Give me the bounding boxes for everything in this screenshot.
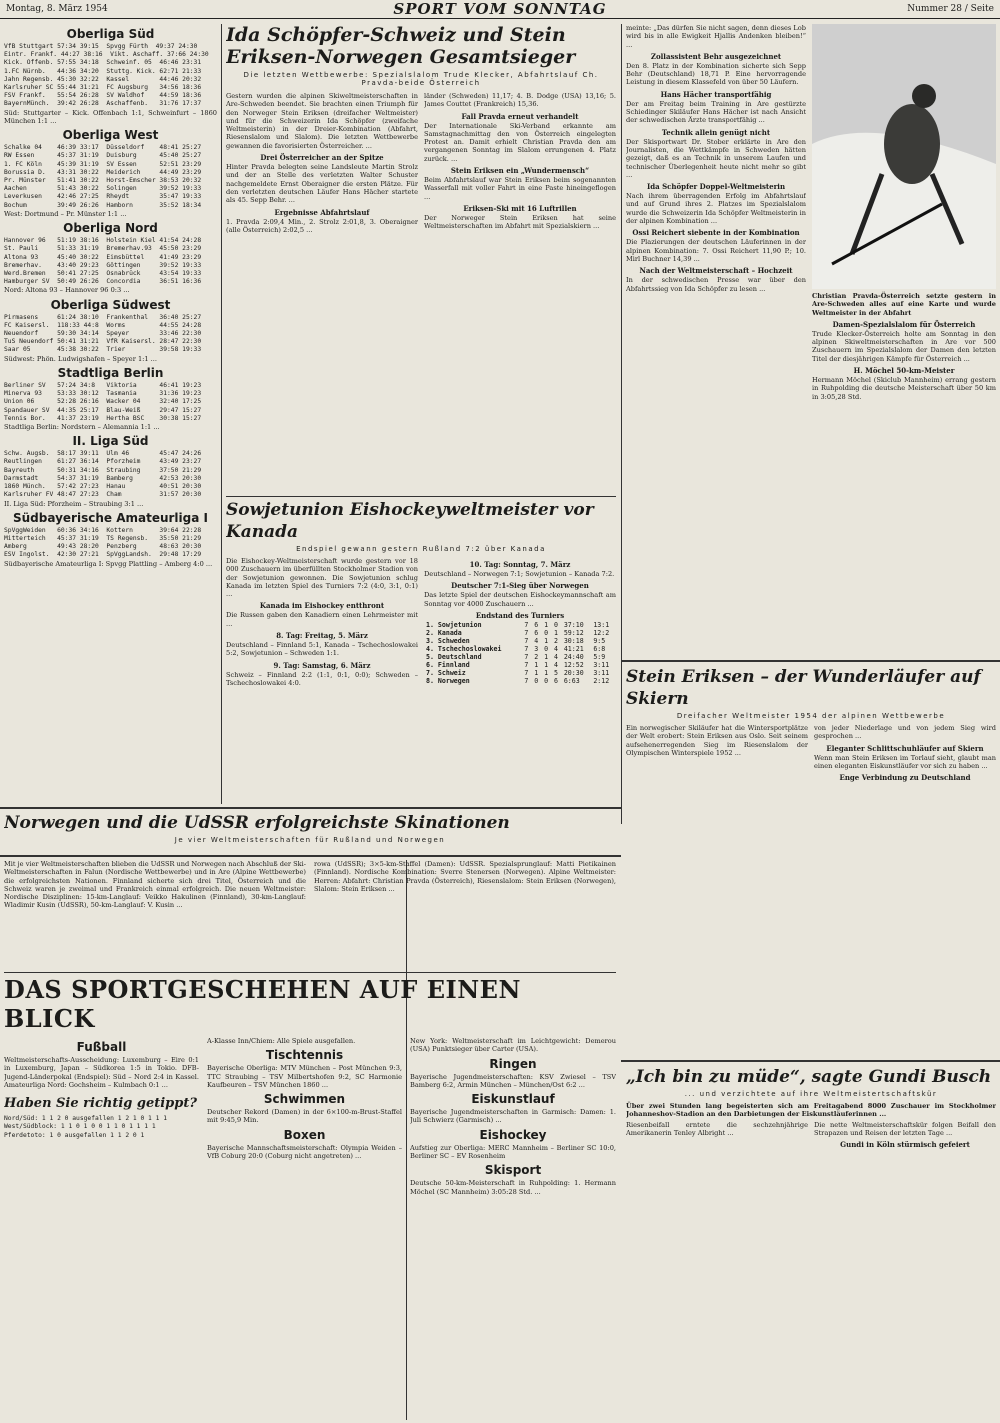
article-eriksen-subhead: Enge Verbindung zu Deutschland <box>839 773 971 783</box>
results-oberliga-sued: Süd: Stuttgarter – Kick. Offenbach 1:1, Schweinfurt – 1860 München 1:1 ... <box>4 108 217 125</box>
continuation-subhead: Technik allein genügt nicht <box>661 127 771 137</box>
standings-cell-g: 7 <box>524 628 529 637</box>
continuation-subhead: Hans Hächer transportfähig <box>660 89 772 99</box>
standings-cell-tore: 20:30 <box>563 668 584 677</box>
standings-cell-team: 8. Norwegen <box>426 676 470 685</box>
skisport-text: Deutsche 50-km-Meisterschaft in Ruhpolding: 1. Hermann Möchel (SC Mannheim) 3:05:28 Std. ... <box>410 1179 616 1196</box>
standings-cell-team: 7. Schweiz <box>426 668 466 677</box>
schwimmen-heading: Schwimmen <box>263 1092 346 1107</box>
article-gundi-text: Riesenbeifall erntete die sechzehnjährige Amerikanerin Tenley Albright ... <box>626 1120 808 1137</box>
standings-cell-s: 3 <box>534 644 539 653</box>
skisport-heading: Skisport <box>484 1163 542 1178</box>
results-oberliga-west: West: Dortmund – Pr. Münster 1:1 ... <box>4 209 127 218</box>
standings-cell-tore: 41:21 <box>563 644 584 653</box>
damen-slalom-text: Trude Klecker-Österreich holte am Sonntag in den alpinen Skiweltmeisterschaften in Are vor 500 Zuschauern im Spezialslalom der Damen den letzten Titel der diesjährigen Kämpfe für Österreich ... <box>812 329 996 363</box>
heading-oberliga-nord: Oberliga Nord <box>63 221 158 236</box>
article-main-subhead: Fall Pravda erneut verhandelt <box>461 111 579 121</box>
standings-cell-u: 1 <box>544 636 549 645</box>
article-eishockey-kicker: Endspiel gewann gestern Rußland 7:2 über Kanada <box>296 545 546 553</box>
section-rule <box>0 807 621 809</box>
article-norwegen-title: Norwegen und die UdSSR erfolgreichste Skinationen <box>4 813 510 833</box>
standings-cell-s: 2 <box>534 652 539 661</box>
article-eriksen-text: Wenn man Stein Eriksen im Torlauf sieht, glaubt man einen eleganten Eiskunstläufer vor sich zu haben ... <box>814 753 996 770</box>
standings-cell-n: 2 <box>553 636 558 645</box>
schwimmen-text: Deutscher Rekord (Damen) in der 6×100-m-Brust-Staffel mit 9:45,9 Min. <box>207 1108 402 1125</box>
article-eriksen-kicker: Dreifacher Weltmeister 1954 der alpinen Wettbewerbe <box>676 712 946 720</box>
continuation-text: Nach ihrem überragenden Erfolg im Abfahrtslauf und auf Grund ihres 2. Platzes im Spezialslalom wurde die Schweizerin Ida Schöpfer Weltmeisterin in der alpinen Kombination ... <box>626 192 806 226</box>
article-main-text: Hinter Pravda belegten seine Landsleute Martin Strolz und der an Stelle des verletzten Walter Schuster nachgemeldete Ernst Oberaigner die ersten Plätze. Für den verletzten deutschen Läufer Hans Hächer startete als 45. Sepp Behr. ... <box>226 163 418 205</box>
standings-row <box>424 669 616 677</box>
continuation-text: Der am Freitag beim Training in Are gestürzte Schiedinger Skiläufer Hans Hächer ist nach Ansicht der schwedischen Ärzte transportfähig ... <box>626 99 806 125</box>
results-ii-liga-sued: II. Liga Süd: Pforzheim – Straubing 3:1 ... <box>4 499 144 508</box>
table-suedbay-amateurliga: SpVggWeiden 60:36 34:16 Kottern 39:64 22:28 Mitterteich 45:37 31:19 TS Regensb. 35:50 21:29 Amberg 49:43 28:20 Penzberg 48:63 20:30 ESV Ingolst. 42:30 27:21 SpVggLandsh. 29:48 17:29 <box>4 526 202 559</box>
article-eishockey-subhead: 10. Tag: Sonntag, 7. März <box>469 560 571 569</box>
eiskunstlauf-text: Bayerische Jugendmeisterschaften in Garmisch: Damen: 1. Juli Schwierz (Garmisch) ... <box>410 1108 616 1125</box>
masthead-issue: Nummer 28 / Seite <box>907 4 994 14</box>
toto-results: Nord/Süd: 1 1 2 0 ausgefallen 1 2 1 0 1 1 1 West/Südblock: 1 1 0 1 0 0 1 1 0 1 1 1 1 Pferdetoto: 1 0 ausgefallen 1 1 2 0 1 <box>4 1115 168 1139</box>
continuation-text: In der schwedischen Presse war über den Abfahrtssieg von Ida Schöpfer zu lesen ... <box>626 276 806 293</box>
table-stadtliga-berlin: Berliner SV 57:24 34:8 Viktoria 46:41 19:23 Minerva 93 53:33 30:12 Tasmania 31:36 19:23 Union 06 52:28 26:16 Wacker 04 32:40 17:25 Spandauer SV 44:35 25:17 Blau-Weiß 29:47 15:27 Tennis Bor. 41:37 23:19 Hertha BSC 30:38 15:27 <box>4 381 202 422</box>
eishockey-heading: Eishockey <box>479 1127 547 1142</box>
article-gundi-text: Die nette Weltmeisterschaftskür folgen Beifall den Strapazen und Reisen der letzten Tage ... <box>814 1120 996 1137</box>
article-main-subhead: Eriksen-Ski mit 16 Luftrillen <box>463 203 577 213</box>
article-eriksen-subhead: Eleganter Schlittschuhläufer auf Skiern <box>826 743 984 753</box>
heading-suedbay-amateurliga: Südbayerische Amateurliga I <box>13 510 208 525</box>
standings-row <box>424 621 616 629</box>
tischtennis-heading: Tischtennis <box>265 1048 344 1063</box>
photo-caption: Christian Pravda-Österreich setzte gestern in Are-Schweden alles auf eine Karte und wurde Weltmeister in der Abfahrt <box>812 292 996 317</box>
standings-cell-n: 5 <box>553 668 558 677</box>
eishockey-text: Aufstieg zur Oberliga: MERC Mannheim – Berliner SC 10:0, Berliner SC – EV Rosenheim <box>410 1143 616 1161</box>
ringen-text: Bayerische Jugendmeisterschaften: KSV Zwiesel – TSV Bamberg 6:2, Armin München – München/Ost 6:2 ... <box>410 1072 616 1089</box>
heading-ii-liga-sued: II. Liga Süd <box>72 434 149 449</box>
overview-section <box>4 860 616 1420</box>
standings-cell-g: 7 <box>524 668 529 677</box>
standings-cell-tore: 6:63 <box>563 676 580 685</box>
column-rule <box>221 24 222 804</box>
standings-cell-team: 6. Finnland <box>426 660 470 669</box>
article-main-title: Ida Schöpfer-Schweiz und Stein Eriksen-Norwegen Gesamtsieger <box>226 24 576 68</box>
article-eishockey-text: Schweiz – Finnland 2:2 (1:1, 0:1, 0:0); Schweden – Tschechoslowakei 4:0. <box>226 670 418 687</box>
article-gundi-busch <box>626 1066 996 1420</box>
masthead-date: Montag, 8. März 1954 <box>6 4 108 14</box>
article-gundi-kicker: ... und verzichtete auf ihre Weltmeistertschaftskür <box>684 1090 938 1098</box>
continuation-text: meinte: „Das dürfen Sie nicht sagen, denn dieses Lob wird bis in alle Ewigkeit Hjallis Andenken bleiben!“ ... <box>626 24 806 49</box>
table-oberliga-west: Schalke 04 46:39 33:17 Düsseldorf 48:41 25:27 RW Essen 45:37 31:19 Duisburg 45:40 25:27 1. FC Köln 45:39 31:19 SV Essen 52:51 23:29 Borussia D. 43:31 30:22 Meiderich 44:49 23:29 Pr. Münster 51:41 30:22 Horst-Emscher 38:53 20:32 Aachen 51:43 30:22 Solingen 39:52 19:33 Leverkusen 42:46 27:25 Rheydt 35:47 19:33 Bochum 39:49 26:26 Hamborn 35:52 18:34 <box>4 144 202 209</box>
standings-cell-u: 1 <box>544 620 549 629</box>
article-eishockey-text: Deutschland – Norwegen 7:1; Sowjetunion – Kanada 7:2. <box>424 570 615 578</box>
standings-cell-u: 0 <box>544 628 549 637</box>
article-main-text: Beim Abfahrtslauf war Stein Eriksen beim sogenannten Wasserfall mit voller Fahrt in eine Paste hineingeflogen ... <box>424 176 616 201</box>
article-gundi-lead: Über zwei Stunden lang begeisterten sich am Freitagabend 8000 Zuschauer im Stockholmer Johanneshov-Stadion an den Darbietungen der Eiskunstläuferinnen ... <box>626 1102 996 1119</box>
article-eishockey-title: Sowjetunion Eishockeyweltmeister vor Kanada <box>226 500 594 542</box>
article-norwegen-kicker: Je vier Weltmeisterschaften für Rußland und Norwegen <box>174 836 446 844</box>
article-main <box>226 24 616 494</box>
standings-cell-s: 4 <box>534 636 539 645</box>
standings-cell-s: 6 <box>534 620 539 629</box>
league-tables-column <box>4 24 217 804</box>
article-eriksen-title: Stein Eriksen – der Wunderläufer auf Skiern <box>626 667 981 709</box>
continuation-subhead: Zollassistent Behr ausgezeichnet <box>650 51 782 61</box>
standings-cell-team: 4. Tschechoslowakei <box>426 644 502 653</box>
toto-heading: Haben Sie richtig getippt? <box>4 1096 197 1112</box>
a-klasse-text: A-Klasse Inn/Chiem: Alle Spiele ausgefallen. <box>207 1037 356 1045</box>
article-eishockey-text: Deutschland – Finnland 5:1, Kanada – Tschechoslowakei 5:2, Sowjetunion – Schweden 1:1. <box>226 641 418 658</box>
continuation-subhead: Ida Schöpfer Doppel-Weltmeisterin <box>646 182 786 192</box>
heading-stadtliga-berlin: Stadtliga Berlin <box>57 365 164 380</box>
standings-cell-n: 6 <box>553 676 558 685</box>
ringen-heading: Ringen <box>489 1056 537 1071</box>
section-rule <box>621 660 1000 662</box>
standings-cell-pkt: 12:2 <box>593 628 610 637</box>
eiskunstlauf-heading: Eiskunstlauf <box>471 1092 555 1107</box>
moechel-text: Hermann Möchel (Skiclub Mannheim) errang gestern in Ruhpolding die deutsche Meisterschaft über 50 km in 3:05,28 Std. <box>812 376 996 401</box>
standings-row <box>424 677 616 685</box>
article-eishockey-subhead: 9. Tag: Samstag, 6. März <box>273 660 371 670</box>
standings-cell-n: 4 <box>553 644 558 653</box>
standings-cell-pkt: 5:9 <box>593 652 606 661</box>
article-gundi-subhead: Gundi in Köln stürmisch gefeiert <box>840 1140 970 1150</box>
standings-cell-pkt: 2:12 <box>593 676 610 685</box>
standings-cell-pkt: 6:8 <box>593 644 606 653</box>
standings-cell-u: 1 <box>544 660 549 669</box>
standings-cell-n: 0 <box>553 620 558 629</box>
article-eishockey-text: Das letzte Spiel der deutschen Eishockeymannschaft am Sonntag vor 4000 Zuschauern ... <box>424 591 616 608</box>
article-eishockey-subhead: Deutscher 7:1-Sieg über Norwegen <box>451 581 589 591</box>
newyork-text: New York: Weltmeisterschaft im Leichtgewicht: Demerou (USA) Punktsieger über Carter (USA). <box>410 1037 616 1054</box>
article-main-text: Gestern wurden die alpinen Skiweltmeisterschaften in Are-Schweden beendet. Sie brachten einen Triumph für den Norweger Stein Eriksen (dreifacher Weltmeister) und für die Schweizerin Ida Schöpfer (zweifache Weltmeisterin) in der Dreier-Kombination (Abfahrt, Riesenslalom und Slalom). Die letzten Wettbewerbe gewannen die favorisierten Österreicher. ... <box>226 92 418 150</box>
standings-cell-u: 0 <box>544 644 549 653</box>
article-main-subhead: Ergebnisse Abfahrtslauf <box>274 207 370 217</box>
masthead <box>0 0 1000 19</box>
standings-heading: Endstand des Turniers <box>475 610 565 620</box>
table-oberliga-sued: VfB Stuttgart 57:34 39:15 Spvgg Fürth 49:37 24:30 Eintr. Frankf. 44:27 38:16 Vikt. Aschaff. 37:66 24:30 Kick. Offenb. 57:55 34:18 Schweinf. 05 46:46 23:31 1.FC Nürnb. 44:36 34:20 Stuttg. Kick. 62:71 21:33 Jahn Regensb. 45:30 32:22 Kassel 44:46 20:32 Karlsruher SC 55:44 31:21 FC Augsburg 34:56 18:36 FSV Frankf. 55:54 26:28 SV Waldhof 44:59 18:36 BayernMünch. 39:42 26:28 Aschaffenb. 31:76 17:37 <box>4 43 209 108</box>
results-oberliga-suedwest: Südwest: Phön. Ludwigshafen – Speyer 1:1 ... <box>4 354 157 363</box>
continuation-text: Die Plazierungen der deutschen Läuferinnen in der alpinen Kombination: 7. Ossi Reichert 11,90 P.; 10. Mirl Buchner 14,39 ... <box>626 238 806 263</box>
standings-cell-team: 1. Sowjetunion <box>426 620 482 629</box>
article-norwegen-header <box>4 812 616 852</box>
continuation-subhead: Ossi Reichert siebente in der Kombination <box>632 228 800 238</box>
standings-cell-g: 7 <box>524 652 529 661</box>
heading-oberliga-sued: Oberliga Süd <box>66 27 155 41</box>
standings-cell-g: 7 <box>524 660 529 669</box>
tischtennis-text: Bayerische Oberliga: MTV München – Post München 9:3, TTC Straubing – TSV Milbertshofen 9:2, SC Harmonie Kaufbeuren – TSV München 1860 ... <box>207 1064 402 1089</box>
fussball-text: Weltmeisterschafts-Ausscheidung: Luxemburg – Eire 0:1 in Luxemburg, Japan – Südkorea 1:5 in Tokio. DFB-Jugend-Länderpokal (Endspiel): Süd – Nord 2:4 in Kassel. Amateurliga Nord: Gochsheim – Kulmbach 0:1 ... <box>4 1056 199 1089</box>
standings-cell-u: 0 <box>544 676 549 685</box>
section-rule <box>621 1060 1000 1062</box>
column-rule <box>621 24 622 824</box>
standings-cell-u: 1 <box>544 652 549 661</box>
standings-row <box>424 653 616 661</box>
standings-cell-team: 3. Schweden <box>426 636 470 645</box>
standings-cell-pkt: 3:11 <box>593 668 610 677</box>
photo-pravda <box>812 24 996 289</box>
continuation-text: Der Skisportwart Dr. Stober erklärte in Are den Journalisten, die Wettkämpfe in Schweden hätten gezeigt, daß es an Technik in unserem Laufen und technischer Überlegenheit heute nicht mehr so gibt ... <box>626 137 806 179</box>
continuation-subhead: Nach der Weltmeisterschaft – Hochzeit <box>639 266 793 276</box>
standings-cell-s: 1 <box>534 660 539 669</box>
article-gundi-title: „Ich bin zu müde“, sagte Gundi Busch <box>626 1067 992 1087</box>
standings-table <box>424 621 616 685</box>
article-eishockey <box>226 496 616 805</box>
standings-cell-u: 1 <box>544 668 549 677</box>
standings-cell-g: 7 <box>524 620 529 629</box>
article-main-subhead: Stein Eriksen ein „Wundermensch“ <box>450 166 590 176</box>
standings-row <box>424 629 616 637</box>
moechel-subhead: H. Möchel 50-km-Meister <box>853 366 955 376</box>
table-ii-liga-sued: Schw. Augsb. 58:17 39:11 Ulm 46 45:47 24:26 Reutlingen 61:27 36:14 Pforzheim 43:49 23:27 Bayreuth 50:31 34:16 Straubing 37:50 21:29 Darmstadt 54:37 31:19 Bamberg 42:53 20:30 1860 Münch. 57:42 27:23 Hanau 40:51 20:30 Karlsruher FV 48:47 27:23 Cham 31:57 20:30 <box>4 450 202 499</box>
standings-cell-g: 7 <box>524 676 529 685</box>
article-eishockey-subhead: 8. Tag: Freitag, 5. März <box>276 631 368 641</box>
article-continuation <box>626 24 996 658</box>
article-norwegen-text: rowa (UdSSR); 3×5-km-Staffel (Damen): UdSSR. Spezialsprunglauf: Matti Pietikainen (Finnland). Nordische Kombination: Sverre Stenersen (Norwegen). Alpine Weltmeister: Herren: Abfahrt: Christian Pravda (Österreich), Riesenslalom: Stein Eriksen (Norwegen), Slalom: Stein Eriksen ... <box>314 860 616 893</box>
standings-row <box>424 661 616 669</box>
standings-cell-g: 7 <box>524 644 529 653</box>
standings-cell-tore: 59:12 <box>563 628 584 637</box>
results-oberliga-nord: Nord: Altona 93 – Hannover 96 0:3 ... <box>4 286 130 295</box>
standings-row <box>424 637 616 645</box>
article-norwegen-text: Mit je vier Weltmeisterschaften blieben die UdSSR und Norwegen nach Abschluß der Ski-Weltmeisterschaften in Falun (Nordische Wettbewerbe) und in Are (Alpine Wettbewerbe) die erfolgreichsten Nationen. Finnland sicherte sich drei Titel, Österreich und die Schweiz waren je zweimal und Frankreich einmal erfolgreich. Die neuen Weltmeister: Nordische Disziplinen: 15-km-Langlauf: Veikko Hakulinen (Finnland), 30-km-Langlauf: Wladimir Kusin (UdSSR), 50-km-Langlauf: V. Kusin ... <box>4 860 306 910</box>
standings-cell-n: 4 <box>553 652 558 661</box>
article-eriksen-text: Ein norwegischer Skiläufer hat die Wintersportplätze der Welt erobert: Stein Eriksen aus Oslo. Seit seinem aufsehenerregenden Sieg im Riesenslalom der Olympischen Winterspiele 1952 ... <box>626 724 808 757</box>
skier-photo-graphic <box>812 24 996 289</box>
article-main-text: Der Norweger Stein Eriksen hat seine Weltmeisterschaften im Abfahrt mit Spezialskiern ... <box>424 213 616 231</box>
fussball-heading: Fußball <box>76 1040 127 1054</box>
article-eriksen <box>626 666 996 1058</box>
boxen-text: Bayerische Mannschaftsmeisterschaft: Olympia Weiden – VfB Coburg 20:0 (Coburg nicht angetreten) ... <box>207 1143 402 1161</box>
article-main-text: länder (Schweden) 11,17; 4. B. Dodge (USA) 13,16; 5. James Couttet (Frankreich) 15,36. <box>424 92 616 109</box>
article-eishockey-text: Die Eishockey-Weltmeisterschaft wurde gestern vor 18 000 Zuschauern im überfüllten Stockholmer Stadion von der Sowjetunion gewonnen. Die Sowjetunion schlug Kanada im letzten Spiel des Turniers 7:2 (4:0, 3:1, 0:1) ... <box>226 557 418 599</box>
article-eriksen-text: von jeder Niederlage und von jedem Sieg wird gesprochen ... <box>814 724 996 741</box>
boxen-heading: Boxen <box>283 1127 326 1142</box>
results-suedbay-amateurliga: Südbayerische Amateurliga I: Spvgg Plattling – Amberg 4:0 ... <box>4 559 213 568</box>
masthead-title: SPORT VOM SONNTAG <box>393 0 607 18</box>
article-eishockey-subhead: Kanada im Eishockey entthront <box>259 601 385 611</box>
table-oberliga-nord: Hannover 96 51:19 38:16 Holstein Kiel 41:54 24:28 St. Pauli 51:33 31:19 Bremerhav.93 45:50 23:29 Altona 93 45:40 30:22 Eimsbüttel 41:49 23:29 Bremerhav. 43:40 29:23 Göttingen 39:52 19:33 Werd.Bremen 50:41 27:25 Osnabrück 43:54 19:33 Hamburger SV 50:49 26:26 Concordia 36:51 16:36 <box>4 237 202 286</box>
standings-cell-team: 5. Deutschland <box>426 652 482 661</box>
standings-cell-n: 4 <box>553 660 558 669</box>
standings-cell-team: 2. Kanada <box>426 628 462 637</box>
overview-title: DAS SPORTGESCHEHEN AUF EINEN BLICK <box>4 975 521 1033</box>
standings-cell-n: 1 <box>553 628 558 637</box>
continuation-text: Den 8. Platz in der Kombination sicherte sich Sepp Behr (Deutschland) 18,71 P. Eine hervorragende Leistung in diesem Klassefeld von über 50 Läufern. <box>626 61 806 87</box>
damen-slalom-subhead: Damen-Spezialslalom für Österreich <box>832 319 976 329</box>
standings-cell-pkt: 3:11 <box>593 660 610 669</box>
article-main-text: 1. Pravda 2:09,4 Min., 2. Strolz 2:01,8, 3. Oberaigner (alle Österreich) 2:02,5 ... <box>226 217 418 234</box>
article-main-text: Der Internationale Ski-Verband erkannte am Samstagnachmittag den von Österreich eingelegten Protest an. Damit erhielt Christian Pravda den am vergangenen Sonntag im Slalom errungenen 4. Platz zurück. ... <box>424 121 616 163</box>
article-main-subhead: Drei Österreicher an der Spitze <box>260 153 384 163</box>
standings-cell-s: 6 <box>534 628 539 637</box>
table-oberliga-suedwest: Pirmasens 61:24 38:10 Frankenthal 36:40 25:27 FC Kaisersl. 118:33 44:8 Worms 44:55 24:28 Neuendorf 59:30 34:14 Speyer 33:46 22:30 TuS Neuendorf 50:41 31:21 VfR Kaisersl. 28:47 22:30 Saar 05 45:38 30:22 Trier 39:58 19:33 <box>4 313 202 354</box>
heading-oberliga-suedwest: Oberliga Südwest <box>50 297 171 312</box>
results-stadtliga-berlin: Stadtliga Berlin: Nordstern – Alemannia 1:1 ... <box>4 422 160 431</box>
standings-cell-tore: 37:10 <box>563 620 584 629</box>
standings-cell-s: 0 <box>534 676 539 685</box>
standings-cell-s: 1 <box>534 668 539 677</box>
section-rule <box>0 855 621 857</box>
standings-cell-pkt: 9:5 <box>593 636 606 645</box>
heading-oberliga-west: Oberliga West <box>62 128 159 143</box>
article-eishockey-text: Die Russen gaben den Kanadiern einen Lehrmeister mit ... <box>226 611 418 628</box>
standings-cell-tore: 24:40 <box>563 652 584 661</box>
article-main-kicker: Die letzten Wettbewerbe: Spezialslalom Trude Klecker, Abfahrtslauf Ch. Pravda-beide Österreich <box>243 71 599 87</box>
standings-cell-pkt: 13:1 <box>593 620 610 629</box>
standings-cell-g: 7 <box>524 636 529 645</box>
standings-cell-tore: 30:18 <box>563 636 584 645</box>
standings-row <box>424 645 616 653</box>
standings-cell-tore: 12:52 <box>563 660 584 669</box>
